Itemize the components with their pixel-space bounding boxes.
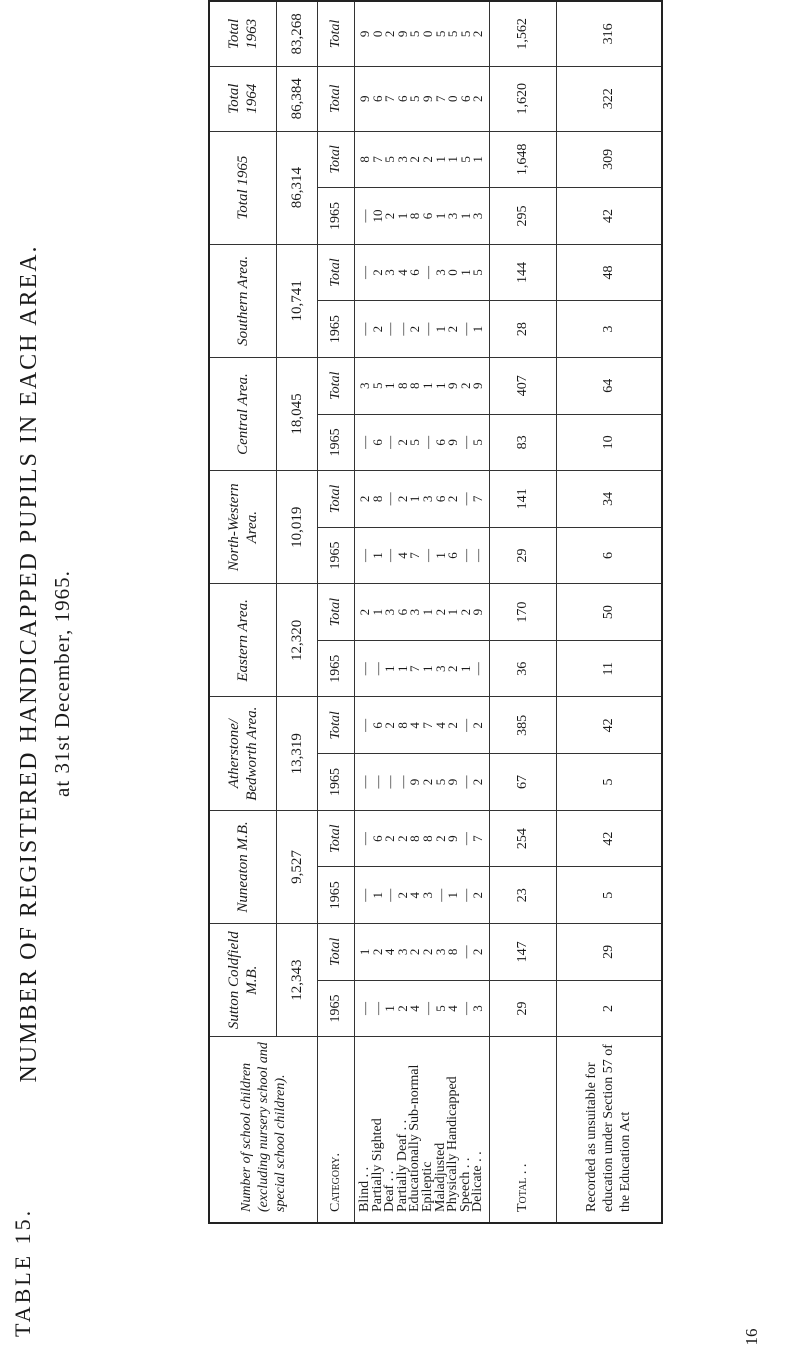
category-value: —	[457, 945, 473, 959]
total-label: Total . .	[489, 1037, 556, 1223]
total-value: 407	[489, 357, 556, 414]
category-value: 3	[394, 156, 410, 163]
region-name: Sutton Coldfield M.B.	[209, 924, 277, 1037]
recorded-total-value: 48	[556, 244, 662, 301]
sub-header-row	[318, 1, 355, 1223]
category-value: 7	[369, 156, 385, 163]
category-value: 0	[369, 30, 385, 38]
category-value: —	[457, 435, 473, 449]
category-value: 2	[457, 382, 473, 389]
category-value: 2	[470, 778, 486, 786]
category-value: —	[357, 662, 372, 676]
category-value: 9	[419, 95, 435, 102]
category-value: —	[357, 832, 372, 846]
sub-header-total: Total	[318, 471, 355, 528]
category-value: 5	[432, 1005, 448, 1012]
category-value: —	[357, 888, 372, 902]
category-value: 1	[407, 495, 423, 503]
category-value: —	[419, 322, 435, 336]
category-value: 4	[382, 948, 398, 956]
category-values	[355, 357, 490, 414]
category-label: Speech . .	[457, 1157, 473, 1212]
category-values	[355, 527, 490, 584]
category-value: 4	[394, 269, 410, 276]
region-name: North-Western Area.	[209, 471, 277, 584]
category-value: 2	[407, 325, 423, 333]
category-value: 3	[419, 892, 435, 899]
category-value: 6	[407, 269, 423, 276]
category-value: —	[369, 1001, 385, 1015]
category-value: 2	[445, 665, 461, 672]
recorded-1965-value: 5	[556, 754, 662, 811]
category-value: —	[457, 1001, 473, 1015]
category-value: 2	[394, 495, 410, 503]
category-label: Delicate . .	[470, 1151, 486, 1212]
category-value: —	[419, 1001, 435, 1015]
sub-header-1965: 1965	[318, 867, 355, 924]
category-value: 2	[369, 325, 385, 333]
recorded-1965-value: 5	[556, 867, 662, 924]
category-value: 2	[470, 722, 486, 729]
category-values	[355, 414, 490, 471]
category-value: —	[382, 435, 398, 449]
category-value: —	[457, 775, 473, 789]
page-subtitle: at 31st December, 1965.	[50, 570, 74, 797]
sub-header-1965: 1965	[318, 188, 355, 245]
recorded-label: Recorded as unsuitable for education under Section 57 of the Education Act	[556, 1037, 662, 1223]
category-value: 5	[457, 156, 473, 163]
category-value: 2	[407, 948, 423, 956]
total-value: 1,562	[489, 1, 556, 66]
population-value: 18,045	[277, 357, 318, 470]
recorded-total-value: 309	[556, 131, 662, 188]
total-value: 254	[489, 810, 556, 867]
recorded-total-value: 34	[556, 471, 662, 528]
category-value: —	[357, 549, 372, 563]
category-value: 3	[432, 269, 448, 276]
category-value: —	[369, 662, 385, 676]
category-value: 3	[470, 1005, 486, 1012]
category-value: 2	[394, 439, 410, 446]
category-value: 5	[382, 156, 398, 163]
total-1963-label: Total 1963	[209, 1, 277, 66]
category-value: —	[457, 549, 473, 563]
category-value: —	[432, 888, 448, 902]
category-label: Partially Deaf . .	[394, 1119, 410, 1212]
category-value: 1	[432, 156, 448, 163]
sub-header-1965: 1965	[318, 640, 355, 697]
category-value: 5	[407, 30, 423, 38]
category-value: 2	[407, 156, 423, 163]
recorded-1965-value: 3	[556, 301, 662, 358]
category-label: Blind . .	[357, 1166, 372, 1212]
category-value: 2	[470, 892, 486, 899]
category-value: 7	[432, 95, 448, 102]
category-value: 3	[445, 212, 461, 220]
category-value: —	[394, 775, 410, 789]
category-label: Deaf . .	[382, 1170, 398, 1212]
category-values	[355, 584, 490, 641]
category-value: —	[419, 549, 435, 563]
sub-header-total: Total	[318, 66, 355, 131]
category-value: 6	[369, 439, 385, 446]
category-value: 0	[445, 95, 461, 102]
category-values	[355, 66, 490, 131]
total-value: 385	[489, 697, 556, 754]
category-value: 8	[419, 835, 435, 842]
category-value: 2	[394, 835, 410, 842]
total-1965-value: 23	[489, 867, 556, 924]
category-value: 6	[394, 95, 410, 102]
category-values	[355, 131, 490, 188]
category-value: 2	[445, 325, 461, 333]
recorded-1965-value: 11	[556, 640, 662, 697]
category-value: 2	[457, 608, 473, 616]
category-value: 2	[470, 948, 486, 956]
population-value: 12,343	[277, 924, 318, 1037]
category-value: 2	[357, 495, 372, 503]
category-value: 8	[369, 495, 385, 503]
category-label: Physically Handicapped	[445, 1076, 461, 1212]
total-1965-value: 295	[489, 188, 556, 245]
category-value: 7	[382, 95, 398, 102]
category-value: 2	[394, 1005, 410, 1012]
population-value: 13,319	[277, 697, 318, 810]
handicapped-pupils-table	[208, 0, 663, 1224]
category-value: 2	[419, 156, 435, 163]
category-value: —	[382, 322, 398, 336]
population-value: 10,019	[277, 471, 318, 584]
category-heading: Category.	[318, 1037, 355, 1223]
category-value: 7	[407, 665, 423, 672]
total-1965-value: 83	[489, 414, 556, 471]
recorded-total-value: 316	[556, 1, 662, 66]
category-label: Maladjusted	[432, 1142, 448, 1212]
total-1965-value: 28	[489, 301, 556, 358]
sub-header-total: Total	[318, 697, 355, 754]
category-value: 8	[394, 722, 410, 729]
page-title: NUMBER OF REGISTERED HANDICAPPED PUPILS IN EACH AREA.	[16, 244, 42, 1083]
category-value: —	[382, 888, 398, 902]
category-values	[355, 980, 490, 1037]
recorded-1965-value: 6	[556, 527, 662, 584]
category-value: 1	[357, 948, 372, 956]
recorded-1965-value: 10	[556, 414, 662, 471]
category-value: 4	[407, 1005, 423, 1012]
sub-header-total: Total	[318, 244, 355, 301]
region-name: Central Area.	[209, 357, 277, 470]
category-value: 3	[470, 212, 486, 220]
category-values	[355, 244, 490, 301]
category-value: —	[470, 549, 486, 563]
category-value: 5	[432, 30, 448, 38]
page-number: 16	[742, 1328, 761, 1346]
category-value: 1	[445, 156, 461, 163]
category-values	[355, 924, 490, 981]
category-value: 3	[394, 948, 410, 956]
sub-header-1965: 1965	[318, 527, 355, 584]
category-value: 1	[457, 665, 473, 672]
sub-header-total: Total	[318, 584, 355, 641]
table-container	[208, 0, 663, 1224]
category-value: —	[419, 435, 435, 449]
category-value: 2	[445, 495, 461, 503]
category-value: 2	[432, 835, 448, 842]
category-value: —	[357, 718, 372, 732]
recorded-total-value: 29	[556, 924, 662, 981]
category-value: —	[457, 718, 473, 732]
category-value: 7	[419, 722, 435, 729]
category-value: 1	[419, 608, 435, 616]
category-value: 9	[445, 439, 461, 446]
population-value: 83,268	[277, 1, 318, 66]
category-value: 2	[382, 722, 398, 729]
category-value: 8	[407, 382, 423, 389]
category-value: 7	[407, 552, 423, 559]
category-value: 5	[369, 382, 385, 389]
category-value: 5	[432, 778, 448, 786]
category-value: —	[457, 322, 473, 336]
category-label: Partially Sighted	[369, 1118, 385, 1212]
category-values	[355, 301, 490, 358]
categories-row	[355, 1, 490, 1223]
category-labels	[355, 1037, 490, 1223]
total-1964-label: Total 1964	[209, 66, 277, 131]
category-value: 7	[470, 495, 486, 503]
total-1965-value: 29	[489, 980, 556, 1037]
category-value: —	[357, 266, 372, 280]
category-value: 6	[369, 95, 385, 102]
category-value: 1	[432, 552, 448, 559]
recorded-total-value: 322	[556, 66, 662, 131]
population-value: 86,384	[277, 66, 318, 131]
category-value: 10	[369, 209, 385, 223]
category-value: 9	[357, 30, 372, 38]
total-row	[489, 1, 556, 1223]
category-value: 1	[419, 665, 435, 672]
category-value: 6	[369, 722, 385, 729]
sub-header-1965: 1965	[318, 980, 355, 1037]
category-value: —	[357, 435, 372, 449]
total-1965-label: Total 1965	[209, 131, 277, 244]
total-value: 1,648	[489, 131, 556, 188]
total-1965-value: 36	[489, 640, 556, 697]
category-value: 9	[407, 778, 423, 786]
category-value: —	[357, 322, 372, 336]
category-value: 5	[457, 30, 473, 38]
category-value: 1	[369, 608, 385, 616]
category-value: 1	[419, 382, 435, 389]
category-value: 6	[445, 552, 461, 559]
category-value: 6	[432, 495, 448, 503]
category-value: 4	[445, 1005, 461, 1012]
recorded-row	[556, 1, 662, 1223]
total-value: 170	[489, 584, 556, 641]
sub-header-1965: 1965	[318, 414, 355, 471]
region-name: Atherstone/ Bedworth Area.	[209, 697, 277, 810]
category-value: 5	[470, 269, 486, 276]
category-value: 6	[369, 835, 385, 842]
table-label: TABLE 15.	[10, 1207, 35, 1337]
category-value: 1	[457, 269, 473, 276]
category-value: 9	[357, 95, 372, 102]
category-value: —	[394, 322, 410, 336]
population-value: 10,741	[277, 244, 318, 357]
category-value: 9	[394, 30, 410, 38]
category-values	[355, 1, 490, 66]
population-value: 86,314	[277, 131, 318, 244]
category-value: 4	[432, 722, 448, 729]
category-value: 1	[382, 382, 398, 389]
category-values	[355, 697, 490, 754]
category-value: —	[357, 1001, 372, 1015]
recorded-total-value: 42	[556, 697, 662, 754]
category-value: 9	[470, 382, 486, 389]
category-value: 1	[369, 892, 385, 899]
category-value: 9	[470, 608, 486, 616]
sub-header-total: Total	[318, 131, 355, 188]
category-value: 4	[407, 892, 423, 899]
category-value: 2	[470, 95, 486, 102]
sub-header-total: Total	[318, 1, 355, 66]
category-value: —	[419, 266, 435, 280]
category-value: 1	[457, 212, 473, 220]
category-value: 1	[445, 892, 461, 899]
population-value: 9,527	[277, 810, 318, 923]
category-value: 2	[382, 835, 398, 842]
category-value: 2	[382, 30, 398, 38]
category-value: 1	[394, 665, 410, 672]
recorded-total-value: 50	[556, 584, 662, 641]
category-value: 4	[407, 722, 423, 729]
category-value: —	[357, 209, 372, 223]
category-value: 7	[470, 835, 486, 842]
category-values	[355, 754, 490, 811]
category-value: 1	[369, 552, 385, 559]
category-value: 3	[382, 269, 398, 276]
sub-header-total: Total	[318, 924, 355, 981]
category-value: 2	[419, 948, 435, 956]
category-value: —	[357, 775, 372, 789]
region-name: Eastern Area.	[209, 584, 277, 697]
category-value: 3	[382, 608, 398, 616]
category-value: 6	[457, 95, 473, 102]
category-value: 5	[445, 30, 461, 38]
region-name: Southern Area.	[209, 244, 277, 357]
category-value: 2	[382, 212, 398, 220]
category-value: 1	[382, 665, 398, 672]
sub-header-1965: 1965	[318, 754, 355, 811]
category-value: 3	[407, 608, 423, 616]
category-value: —	[457, 832, 473, 846]
category-value: 3	[432, 665, 448, 672]
total-value: 144	[489, 244, 556, 301]
category-values	[355, 640, 490, 697]
category-value: 6	[394, 608, 410, 616]
category-value: 2	[419, 778, 435, 786]
category-value: 1	[432, 382, 448, 389]
category-value: 4	[394, 552, 410, 559]
category-value: 0	[419, 30, 435, 38]
category-value: 8	[357, 156, 372, 163]
category-value: 9	[445, 382, 461, 389]
category-value: 2	[369, 269, 385, 276]
region-name: Nuneaton M.B.	[209, 810, 277, 923]
category-value: 1	[470, 325, 486, 333]
category-value: 8	[407, 212, 423, 220]
category-value: 1	[432, 212, 448, 220]
category-value: 5	[470, 439, 486, 446]
category-value: 3	[357, 382, 372, 389]
total-1965-value: 29	[489, 527, 556, 584]
population-label: Number of school children (excluding nursery school and special school children).	[209, 1037, 318, 1223]
category-value: 2	[369, 948, 385, 956]
category-values	[355, 867, 490, 924]
recorded-1965-value: 2	[556, 980, 662, 1037]
recorded-total-value: 64	[556, 357, 662, 414]
sub-header-1965: 1965	[318, 301, 355, 358]
category-value: 6	[432, 439, 448, 446]
category-values	[355, 471, 490, 528]
category-value: 6	[419, 212, 435, 220]
category-value: 2	[445, 722, 461, 729]
category-value: 1	[382, 1005, 398, 1012]
category-value: 8	[407, 835, 423, 842]
category-value: 8	[445, 948, 461, 956]
category-value: 9	[445, 778, 461, 786]
region-header-row	[209, 1, 277, 1223]
category-value: 1	[445, 608, 461, 616]
category-values	[355, 188, 490, 245]
category-value: 8	[394, 382, 410, 389]
recorded-total-value: 42	[556, 810, 662, 867]
total-value: 147	[489, 924, 556, 981]
category-label: Educationally Sub-normal	[407, 1064, 423, 1212]
sub-header-total: Total	[318, 357, 355, 414]
category-value: —	[382, 549, 398, 563]
category-value: 1	[432, 325, 448, 333]
category-value: 2	[470, 30, 486, 38]
category-value: 3	[419, 495, 435, 503]
category-value: —	[457, 492, 473, 506]
category-value: 3	[432, 948, 448, 956]
category-value: 1	[470, 156, 486, 163]
category-value: —	[369, 775, 385, 789]
category-value: —	[382, 775, 398, 789]
recorded-1965-value: 42	[556, 188, 662, 245]
total-value: 1,620	[489, 66, 556, 131]
category-label: Epileptic	[419, 1161, 435, 1212]
category-value: 2	[432, 608, 448, 616]
sub-header-total: Total	[318, 810, 355, 867]
category-value: 5	[407, 439, 423, 446]
category-value: —	[457, 888, 473, 902]
category-value: —	[470, 662, 486, 676]
category-value: 2	[394, 892, 410, 899]
category-value: 9	[445, 835, 461, 842]
category-value: —	[382, 492, 398, 506]
category-value: 1	[394, 212, 410, 220]
category-value: 5	[407, 95, 423, 102]
total-1965-value: 67	[489, 754, 556, 811]
total-value: 141	[489, 471, 556, 528]
category-value: 2	[357, 608, 372, 616]
category-value: 0	[445, 269, 461, 276]
population-value: 12,320	[277, 584, 318, 697]
category-values	[355, 810, 490, 867]
